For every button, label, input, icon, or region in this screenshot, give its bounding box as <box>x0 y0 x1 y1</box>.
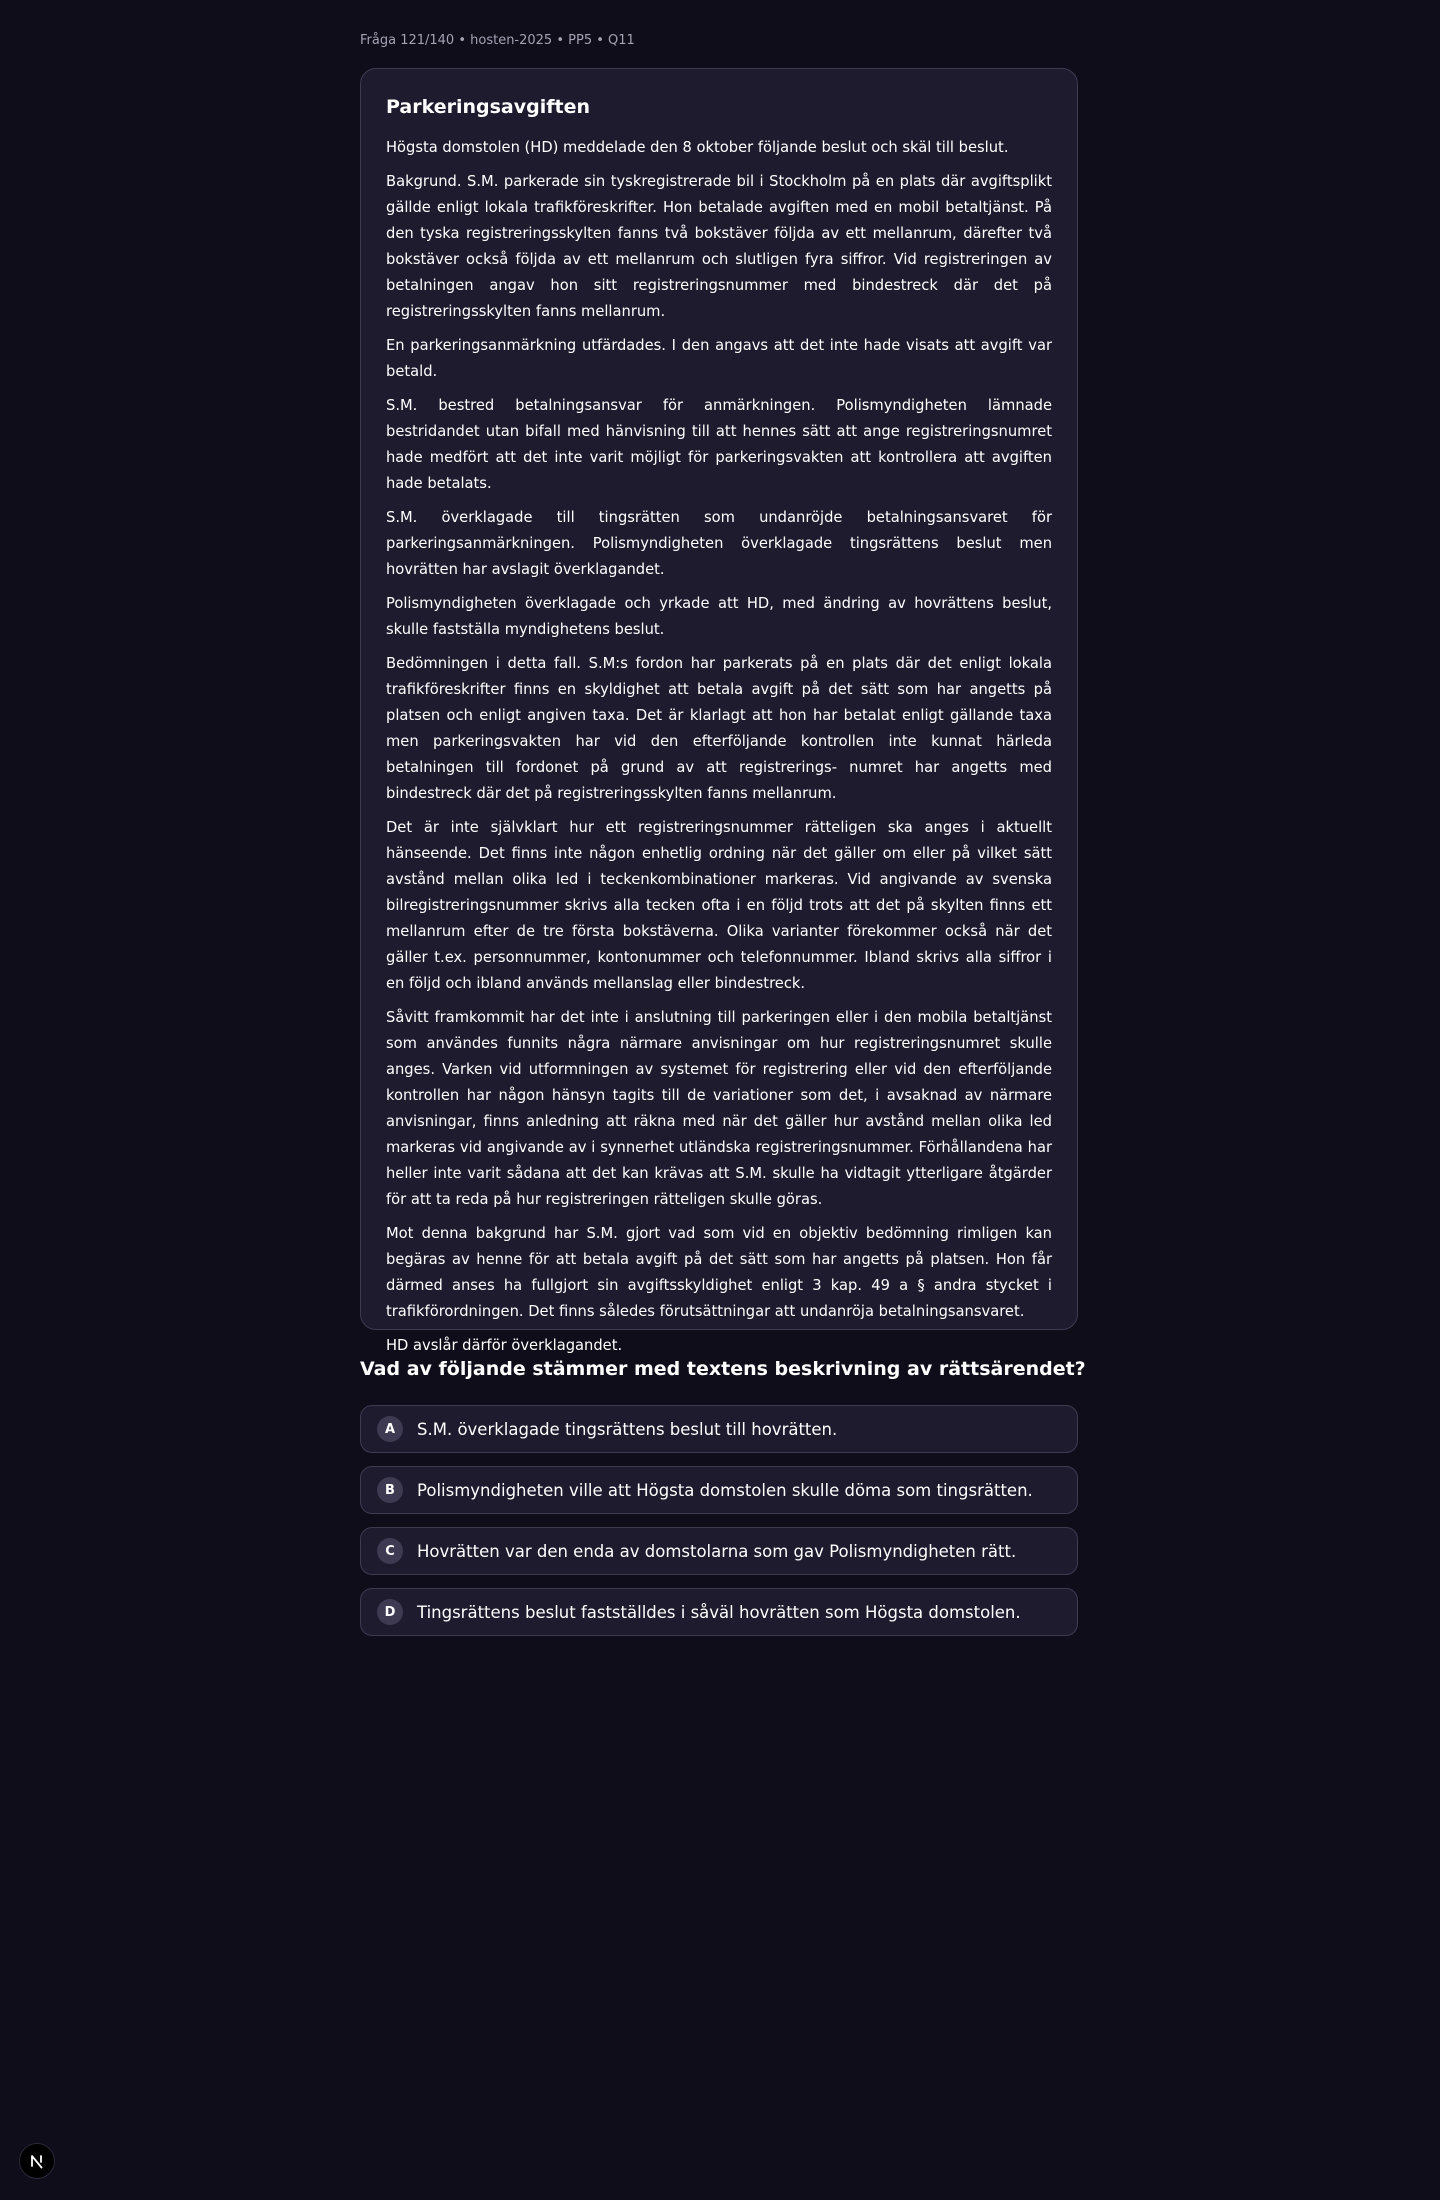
option-text: Polismyndigheten ville att Högsta domstolen skulle döma som tingsrätten. <box>417 1480 1033 1500</box>
nextjs-n-glyph <box>28 2152 46 2170</box>
question-meta: Fråga 121/140 • hosten-2025 • PP5 • Q11 <box>360 33 635 48</box>
passage-paragraph: Det är inte självklart hur ett registreringsnummer rätteligen ska anges i aktuellt hänseende. Det finns inte någon enhetlig ordning när det gäller om eller på vilket sätt avstånd mellan olika led i teckenkombinationer markeras. Vid angivande av svenska bilregistreringsnummer skrivs alla tecken ofta i en följd trots att det på skylten finns ett mellanrum efter de tre första bokstäverna. Olika varianter förekommer också när det gäller t.ex. personnummer, kontonummer och telefonnummer. Ibland skrivs alla siffror i en följd och ibland används mellanslag eller bindestreck. <box>386 819 1052 992</box>
answer-option-a[interactable] <box>360 1405 1078 1453</box>
answer-option-d[interactable] <box>360 1588 1078 1636</box>
passage-paragraph: Mot denna bakgrund har S.M. gjort vad som vid en objektiv bedömning rimligen kan begäras av henne för att betala avgift på det sätt som har angetts på platsen. Hon får därmed anses ha fullgjort sin avgiftsskyldighet enligt 3 kap. 49 a § andra stycket i trafikförordningen. Det finns således förutsättningar att undanröja betalningsansvaret. <box>386 1225 1052 1320</box>
option-letter-badge: D <box>377 1599 403 1625</box>
option-letter-badge: C <box>377 1538 403 1564</box>
option-text: Hovrätten var den enda av domstolarna som gav Polismyndigheten rätt. <box>417 1541 1017 1561</box>
option-letter-badge: A <box>377 1416 403 1442</box>
option-text: Tingsrättens beslut fastställdes i såväl hovrätten som Högsta domstolen. <box>417 1602 1021 1622</box>
passage-paragraph: Polismyndigheten överklagade och yrkade att HD, med ändring av hovrättens beslut, skulle fastställa myndighetens beslut. <box>386 595 1052 638</box>
passage-paragraph: S.M. överklagade till tingsrätten som undanröjde betalningsansvaret för parkeringsanmärkningen. Polismyndigheten överklagade tingsrättens beslut men hovrätten har avslagit överklagandet. <box>386 509 1052 578</box>
passage-paragraph: Bakgrund. S.M. parkerade sin tyskregistrerade bil i Stockholm på en plats där avgiftsplikt gällde enligt lokala trafikföreskrifter. Hon betalade avgiften med en mobil betaltjänst. På den tyska registreringsskylten fanns två bokstäver följda av ett mellanrum, därefter två bokstäver också följda av ett mellanrum och slutligen fyra siffror. Vid registreringen av betalningen angav hon sitt registreringsnummer med bindestreck där det på registreringsskylten fanns mellanrum. <box>386 173 1052 320</box>
passage-card <box>360 68 1078 1354</box>
option-text: S.M. överklagade tingsrättens beslut till hovrätten. <box>417 1419 838 1439</box>
passage-paragraph: Högsta domstolen (HD) meddelade den 8 oktober följande beslut och skäl till beslut. <box>386 139 1009 156</box>
passage-paragraph: HD avslår därför överklagandet. <box>386 1337 623 1354</box>
answer-option-b[interactable] <box>360 1466 1078 1514</box>
passage-title: Parkeringsavgiften <box>386 96 591 118</box>
passage-paragraph: Bedömningen i detta fall. S.M:s fordon har parkerats på en plats där det enligt lokala trafikföreskrifter finns en skyldighet att betala avgift på det sätt som har angetts på platsen och enligt angiven taxa. Det är klarlagt att hon har betalat enligt gällande taxa men parkeringsvakten har vid den efterföljande kontrollen inte kunnat härleda betalningen till fordonet på grund av att registrerings- numret har angetts med bindestreck där det på registreringsskylten fanns mellanrum. <box>386 655 1052 802</box>
nextjs-logo-icon[interactable] <box>19 2143 55 2179</box>
option-letter-badge: B <box>377 1477 403 1503</box>
answer-options <box>360 1405 1078 1649</box>
passage-paragraph: En parkeringsanmärkning utfärdades. I den angavs att det inte hade visats att avgift var betald. <box>386 337 1052 380</box>
question-text: Vad av följande stämmer med textens beskrivning av rättsärendet? <box>360 1358 1086 1380</box>
passage-paragraph: S.M. bestred betalningsansvar för anmärkningen. Polismyndigheten lämnade bestridandet utan bifall med hänvisning till att hennes sätt att ange registreringsnumret hade medfört att det inte varit möjligt för parkeringsvakten att kontrollera att avgiften hade betalats. <box>386 397 1052 492</box>
answer-option-c[interactable] <box>360 1527 1078 1575</box>
passage-paragraph: Såvitt framkommit har det inte i anslutning till parkeringen eller i den mobila betaltjänst som användes funnits några närmare anvisningar om hur registreringsnumret skulle anges. Varken vid utformningen av systemet för registrering eller vid den efterföljande kontrollen har någon hänsyn tagits till de variationer som det, i avsaknad av närmare anvisningar, finns anledning att räkna med när det gäller hur avstånd mellan olika led markeras vid angivande av i synnerhet utländska registreringsnummer. Förhållandena har heller inte varit sådana att det kan krävas att S.M. skulle ha vidtagit ytterligare åtgärder för att ta reda på hur registreringen rätteligen skulle göras. <box>386 1009 1052 1208</box>
